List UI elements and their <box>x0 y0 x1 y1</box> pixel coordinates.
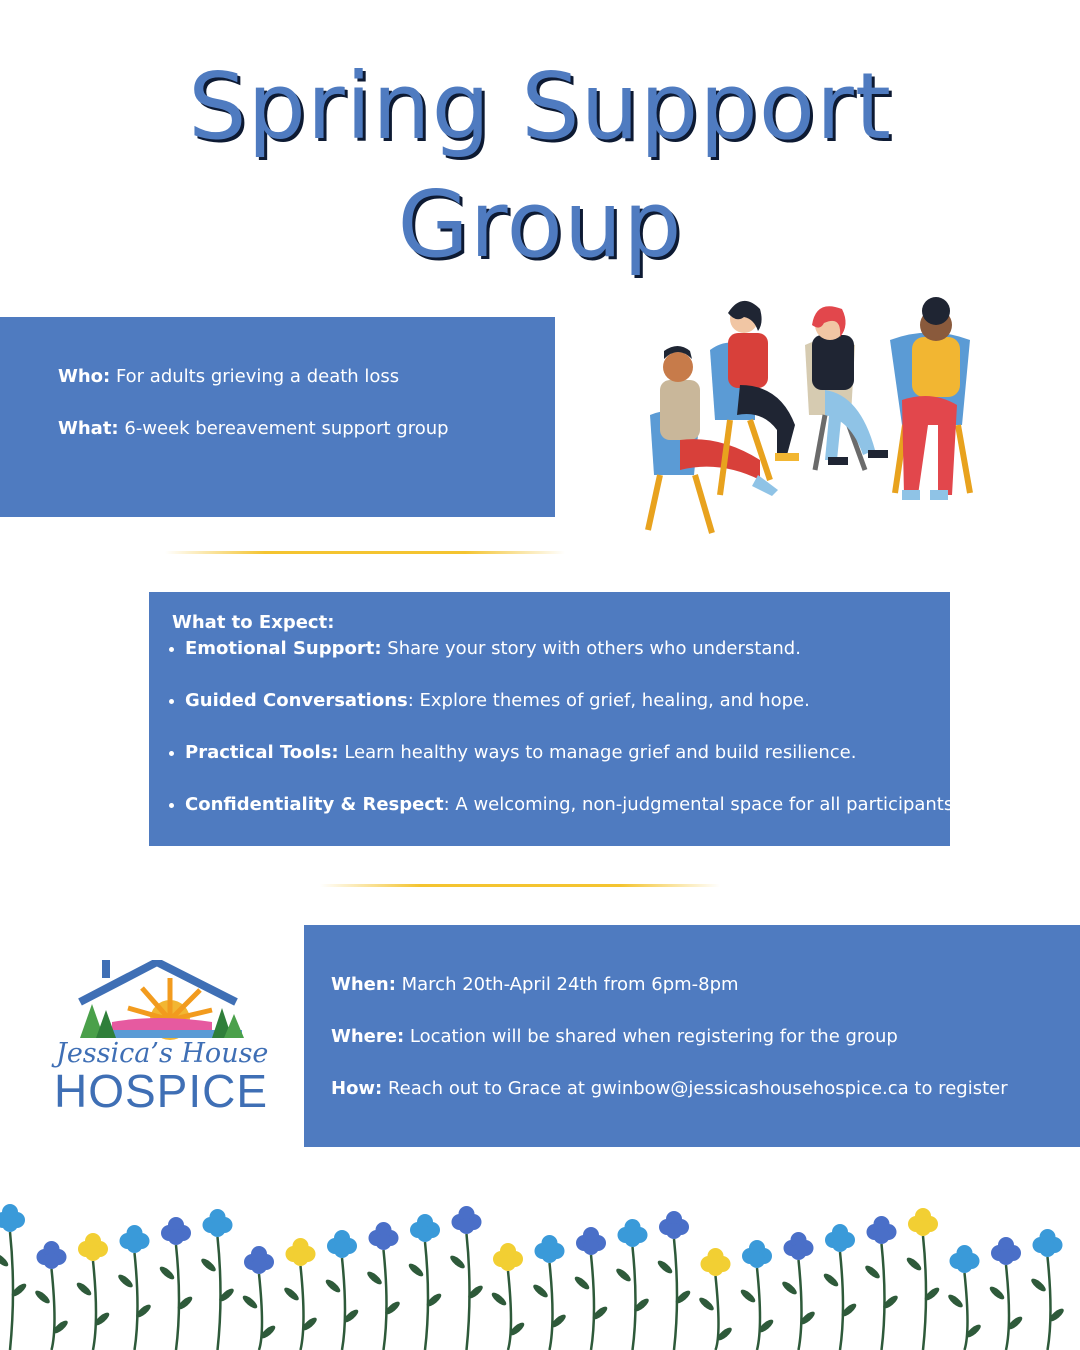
list-item <box>185 794 959 815</box>
flower <box>282 1238 318 1350</box>
flower <box>199 1209 235 1350</box>
flower <box>75 1233 111 1350</box>
item-text: : A welcoming, non-judgmental space for all participants. <box>443 794 959 815</box>
flower <box>324 1230 360 1350</box>
what-line <box>58 418 449 439</box>
what-label: What: <box>58 418 119 439</box>
item-label: Guided Conversations <box>185 690 408 711</box>
flower <box>573 1227 609 1350</box>
where-label: Where: <box>331 1026 405 1047</box>
flower <box>33 1241 69 1350</box>
item-text: Share your story with others who understand. <box>381 638 801 659</box>
flower <box>116 1225 152 1350</box>
flower <box>490 1243 526 1350</box>
person-4 <box>890 297 970 500</box>
support-group-illustration <box>640 295 1000 540</box>
flower <box>739 1240 775 1350</box>
title-line-2: Group <box>397 171 683 278</box>
logo-script-text: Jessica’s House <box>56 1038 269 1069</box>
flower <box>407 1214 443 1350</box>
hospice-house-logo-icon <box>52 960 262 1040</box>
list-item <box>185 638 801 659</box>
title-line-1: Spring Support <box>188 53 892 160</box>
person-3 <box>805 306 888 470</box>
flower-border-illustration <box>0 1200 1080 1350</box>
flower <box>822 1224 858 1350</box>
how-label: How: <box>331 1078 383 1099</box>
who-line <box>58 366 399 387</box>
how-line <box>331 1078 1008 1099</box>
flower <box>158 1217 194 1350</box>
flower <box>697 1248 733 1350</box>
page-title <box>0 48 1080 284</box>
divider-2 <box>320 884 720 887</box>
flower <box>863 1216 899 1350</box>
flower <box>241 1246 277 1350</box>
flower <box>780 1232 816 1350</box>
flower <box>531 1235 567 1350</box>
item-text: : Explore themes of grief, healing, and hope. <box>407 690 810 711</box>
flower <box>448 1206 484 1350</box>
item-label: Confidentiality & Respect <box>185 794 444 815</box>
when-text: March 20th-April 24th from 6pm-8pm <box>395 974 739 995</box>
flower <box>614 1219 650 1350</box>
divider-1 <box>165 551 565 554</box>
when-where-how-panel <box>304 925 1080 1147</box>
who-what-panel <box>0 317 555 517</box>
flower <box>1029 1229 1065 1350</box>
when-line <box>331 974 739 995</box>
how-text: Reach out to Grace at gwinbow@jessicashousehospice.ca to register <box>382 1078 1008 1099</box>
flower <box>988 1237 1024 1350</box>
when-label: When: <box>331 974 396 995</box>
flower <box>656 1211 692 1350</box>
who-label: Who: <box>58 366 111 387</box>
expect-heading: What to Expect: <box>172 612 335 633</box>
item-label: Emotional Support: <box>185 638 382 659</box>
list-item <box>185 690 810 711</box>
logo-word-text: HOSPICE <box>54 1065 269 1117</box>
item-label: Practical Tools: <box>185 742 339 763</box>
list-item <box>185 742 856 763</box>
flower <box>0 1204 28 1350</box>
who-text: For adults grieving a death loss <box>110 366 400 387</box>
flower <box>365 1222 401 1350</box>
hospice-logo <box>52 960 269 1120</box>
flower <box>946 1245 982 1350</box>
item-text: Learn healthy ways to manage grief and build resilience. <box>338 742 857 763</box>
flower <box>905 1208 941 1350</box>
what-text: 6-week bereavement support group <box>118 418 449 439</box>
where-text: Location will be shared when registering for the group <box>404 1026 898 1047</box>
what-to-expect-panel <box>149 592 959 846</box>
where-line <box>331 1026 898 1047</box>
